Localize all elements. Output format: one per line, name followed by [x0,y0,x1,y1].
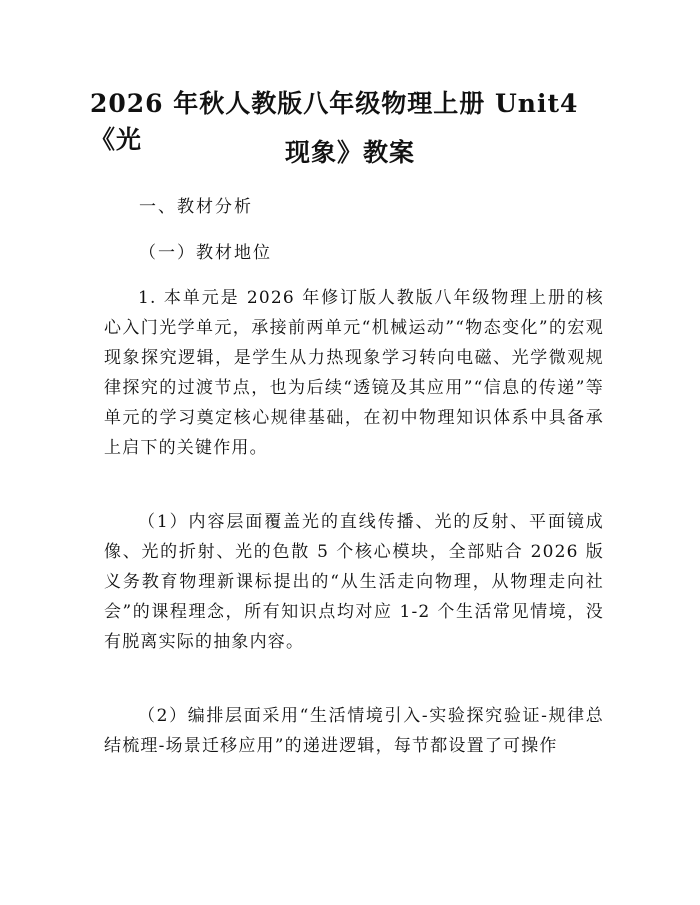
section-heading: 一、教材分析 [139,197,253,217]
document-title-line1: 2026 年秋人教版八年级物理上册 Unit4《光 [90,89,579,154]
paragraph-3: （2）编排层面采用“生活情境引入-实验探究验证-规律总结梳理-场景迁移应用”的递进逻辑，每节都设置了可操作 [104,706,604,756]
document-title-line2: 现象》教案 [284,138,415,167]
subsection-heading: （一）教材地位 [139,243,272,263]
paragraph-2: （1）内容层面覆盖光的直线传播、光的反射、平面镜成像、光的折射、光的色散 5 个核心模块，全部贴合 2026 版义务教育物理新课标提出的“从生活走向物理，从物理走向社会”的课程理念，所有知识点均对应 1-2 个生活常见情境，没有脱离实际的抽象内容。 [104,512,604,652]
paragraph-1: 1. 本单元是 2026 年修订版人教版八年级物理上册的核心入门光学单元，承接前两单元“机械运动”“物态变化”的宏观现象探究逻辑，是学生从力热现象学习转向电磁、光学微观规律探究的过渡节点，也为后续“透镜及其应用”“信息的传递”等单元的学习奠定核心规律基础，在初中物理知识体系中具备承上启下的关键作用。 [104,288,604,458]
